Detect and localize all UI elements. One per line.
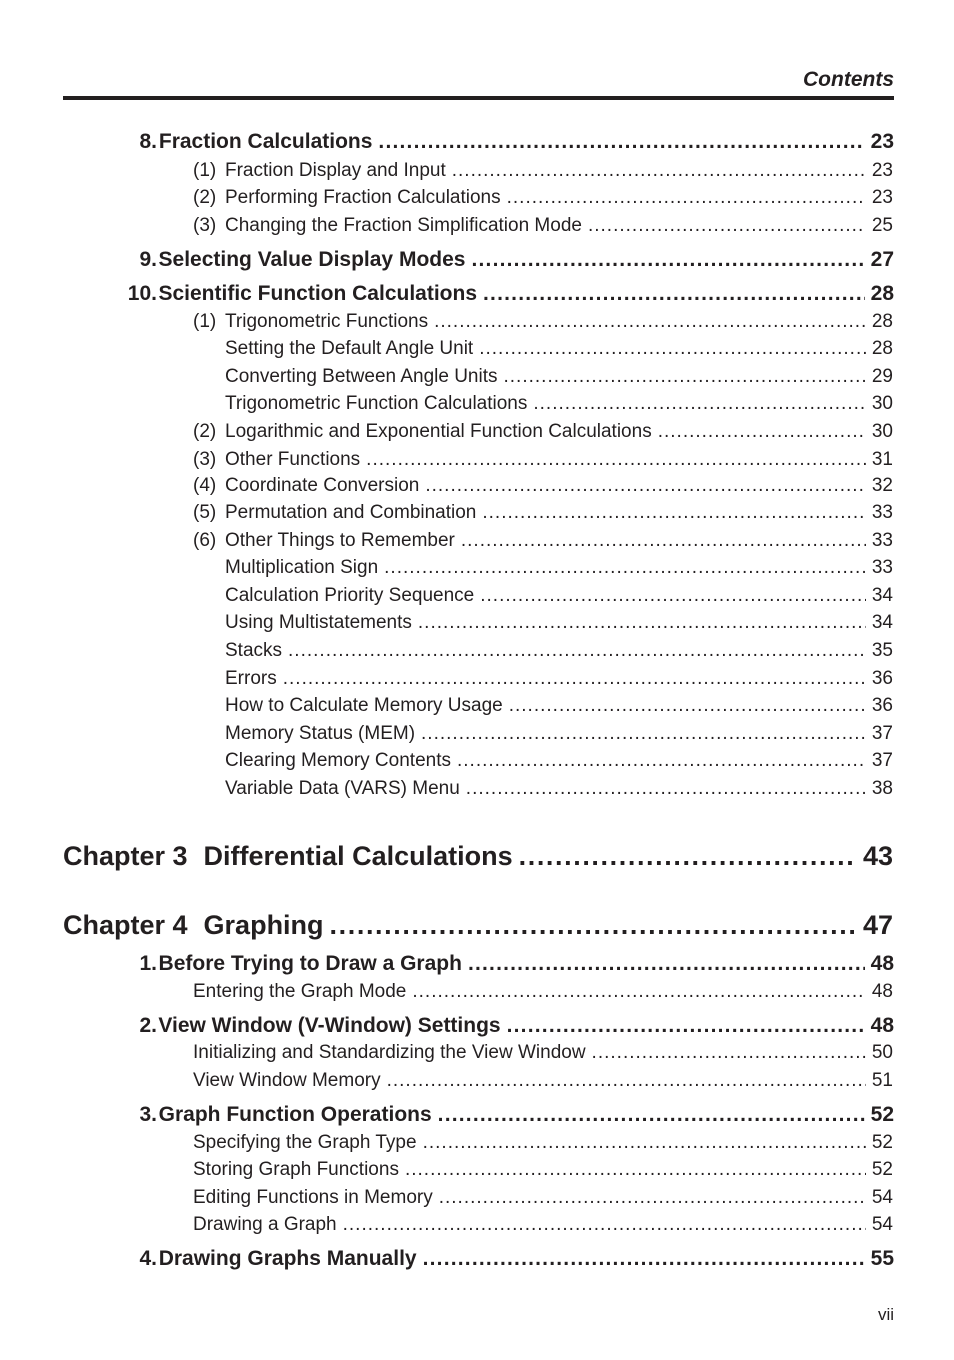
entry-page-number: 54 <box>871 1187 893 1208</box>
entry-page-number: 23 <box>871 187 893 208</box>
dot-leader <box>439 1188 866 1207</box>
chapter-number: Chapter 3 <box>63 841 188 871</box>
entry-title: View Window Memory <box>193 1070 381 1091</box>
entry-title: Selecting Value Display Modes <box>158 248 466 271</box>
dot-leader <box>480 586 866 605</box>
dot-leader <box>468 953 865 974</box>
entry-page-number: 23 <box>870 130 894 153</box>
entry-title: Before Trying to Draw a Graph <box>158 952 462 975</box>
entry-title: Stacks <box>225 640 283 661</box>
toc-chapter[interactable] <box>63 843 893 870</box>
toc-entry[interactable] <box>193 312 893 331</box>
dot-leader <box>283 669 866 688</box>
dot-leader <box>438 1104 865 1125</box>
entry-title: Other Things to Remember <box>225 530 455 551</box>
toc-section[interactable] <box>108 1104 894 1125</box>
dot-leader <box>366 450 866 469</box>
dot-leader <box>471 249 864 270</box>
entry-title: Trigonometric Functions <box>225 311 429 332</box>
toc-entry[interactable] <box>193 1215 893 1234</box>
toc-section[interactable] <box>108 131 894 152</box>
entry-page-number: 34 <box>871 612 893 633</box>
entry-number: (1) <box>193 160 217 181</box>
entry-title: Graph Function Operations <box>158 1103 432 1126</box>
entry-page-number: 23 <box>871 160 893 181</box>
entry-page-number: 36 <box>871 695 893 716</box>
dot-leader <box>509 696 866 715</box>
entry-title: Fraction Calculations <box>158 130 373 153</box>
entry-page-number: 30 <box>871 421 893 442</box>
entry-page-number: 48 <box>870 1014 894 1037</box>
toc-entry[interactable] <box>225 696 893 715</box>
running-header: Contents <box>803 68 894 91</box>
toc-entry[interactable] <box>225 613 893 632</box>
dot-leader <box>405 1160 866 1179</box>
entry-title: Clearing Memory Contents <box>225 750 451 771</box>
dot-leader <box>457 751 866 770</box>
dot-leader <box>592 1043 866 1062</box>
toc-entry[interactable] <box>193 1160 893 1179</box>
entry-page-number: 48 <box>871 981 893 1002</box>
dot-leader <box>434 312 866 331</box>
entry-title: View Window (V-Window) Settings <box>158 1014 501 1037</box>
toc-entry[interactable] <box>193 161 893 180</box>
entry-number: (4) <box>193 475 217 496</box>
entry-title: Coordinate Conversion <box>225 475 420 496</box>
toc-entry[interactable] <box>225 779 893 798</box>
entry-title: Setting the Default Angle Unit <box>225 338 474 359</box>
toc-entry[interactable] <box>193 422 893 441</box>
toc-entry[interactable] <box>225 724 893 743</box>
entry-page-number: 43 <box>862 841 893 871</box>
toc-entry[interactable] <box>225 339 893 358</box>
entry-page-number: 33 <box>871 502 893 523</box>
entry-page-number: 34 <box>871 585 893 606</box>
entry-page-number: 54 <box>871 1214 893 1235</box>
dot-leader <box>288 641 866 660</box>
entry-page-number: 31 <box>871 449 893 470</box>
dot-leader <box>533 394 865 413</box>
entry-page-number: 52 <box>870 1103 894 1126</box>
toc-entry[interactable] <box>193 188 893 207</box>
entry-page-number: 27 <box>870 248 894 271</box>
toc-entry[interactable] <box>193 1043 893 1062</box>
entry-title: Differential Calculations <box>203 841 513 871</box>
entry-title: Trigonometric Function Calculations <box>225 393 528 414</box>
dot-leader <box>507 1015 865 1036</box>
entry-title: Specifying the Graph Type <box>193 1132 417 1153</box>
entry-page-number: 33 <box>871 530 893 551</box>
dot-leader <box>384 558 866 577</box>
entry-number: (6) <box>193 530 217 551</box>
entry-number: 3. <box>139 1103 157 1126</box>
dot-leader <box>421 724 866 743</box>
entry-title: Drawing a Graph <box>193 1214 337 1235</box>
entry-page-number: 30 <box>871 393 893 414</box>
toc-entry[interactable] <box>193 476 893 495</box>
dot-leader <box>504 367 866 386</box>
toc-section[interactable] <box>108 1015 894 1036</box>
entry-title: Multiplication Sign <box>225 557 379 578</box>
toc-entry[interactable] <box>193 216 893 235</box>
entry-page-number: 50 <box>871 1042 893 1063</box>
entry-page-number: 28 <box>871 338 893 359</box>
entry-page-number: 52 <box>871 1159 893 1180</box>
entry-page-number: 29 <box>871 366 893 387</box>
entry-number: 1. <box>139 952 157 975</box>
toc-entry[interactable] <box>193 982 893 1001</box>
entry-title: Initializing and Standardizing the View Window <box>193 1042 586 1063</box>
entry-title: Performing Fraction Calculations <box>225 187 501 208</box>
entry-title: Fraction Display and Input <box>225 160 446 181</box>
entry-number: (3) <box>193 449 217 470</box>
toc-entry[interactable] <box>193 503 893 522</box>
chapter-number: Chapter 4 <box>63 910 188 940</box>
dot-leader <box>507 188 866 207</box>
entry-title: Permutation and Combination <box>225 502 477 523</box>
entry-page-number: 38 <box>871 778 893 799</box>
dot-leader <box>412 982 866 1001</box>
entry-page-number: 55 <box>870 1247 894 1270</box>
toc-section[interactable] <box>108 953 894 974</box>
toc-entry[interactable] <box>225 367 893 386</box>
entry-title: Errors <box>225 668 277 689</box>
toc-entry[interactable] <box>225 558 893 577</box>
entry-page-number: 25 <box>871 215 893 236</box>
toc-section[interactable] <box>108 1248 894 1269</box>
dot-leader <box>425 476 866 495</box>
toc-entry[interactable] <box>193 1071 893 1090</box>
entry-title: Logarithmic and Exponential Function Calculations <box>225 421 652 442</box>
toc-entry[interactable] <box>225 641 893 660</box>
entry-title: Entering the Graph Mode <box>193 981 407 1002</box>
entry-title: Changing the Fraction Simplification Mode <box>225 215 582 236</box>
dot-leader <box>378 131 864 152</box>
entry-title: Storing Graph Functions <box>193 1159 399 1180</box>
entry-number: 2. <box>139 1014 157 1037</box>
entry-page-number: 35 <box>871 640 893 661</box>
dot-leader <box>588 216 866 235</box>
toc-entry[interactable] <box>225 586 893 605</box>
entry-title: Calculation Priority Sequence <box>225 585 475 606</box>
entry-page-number: 28 <box>870 282 894 305</box>
dot-leader <box>658 422 866 441</box>
toc-entry[interactable] <box>193 1188 893 1207</box>
dot-leader <box>483 283 865 304</box>
page-number: vii <box>877 1305 894 1324</box>
entry-number: (2) <box>193 187 217 208</box>
entry-number: 9. <box>139 248 157 271</box>
entry-title: Memory Status (MEM) <box>225 723 416 744</box>
entry-title: Variable Data (VARS) Menu <box>225 778 460 799</box>
dot-leader <box>330 912 857 939</box>
dot-leader <box>387 1071 866 1090</box>
dot-leader <box>423 1248 865 1269</box>
entry-title: Drawing Graphs Manually <box>158 1247 417 1270</box>
entry-number: (1) <box>193 311 217 332</box>
toc-entry[interactable] <box>193 450 893 469</box>
entry-number: (2) <box>193 421 217 442</box>
toc-section[interactable] <box>108 283 894 304</box>
entry-title: Scientific Function Calculations <box>158 282 478 305</box>
entry-title: Other Functions <box>225 449 361 470</box>
entry-number: 8. <box>139 130 157 153</box>
toc-entry[interactable] <box>193 531 893 550</box>
entry-number: 4. <box>139 1247 157 1270</box>
entry-page-number: 52 <box>871 1132 893 1153</box>
entry-title: How to Calculate Memory Usage <box>225 695 503 716</box>
toc-entry[interactable] <box>225 669 893 688</box>
entry-page-number: 48 <box>870 952 894 975</box>
toc-section[interactable] <box>108 249 894 270</box>
entry-page-number: 36 <box>871 668 893 689</box>
entry-page-number: 33 <box>871 557 893 578</box>
dot-leader <box>461 531 866 550</box>
entry-page-number: 28 <box>871 311 893 332</box>
entry-page-number: 37 <box>871 723 893 744</box>
entry-page-number: 47 <box>862 910 893 940</box>
dot-leader <box>418 613 866 632</box>
entry-title: Editing Functions in Memory <box>193 1187 433 1208</box>
entry-title: Graphing <box>203 910 324 940</box>
dot-leader <box>452 161 866 180</box>
dot-leader <box>479 339 866 358</box>
entry-title: Using Multistatements <box>225 612 412 633</box>
dot-leader <box>482 503 865 522</box>
toc-entry[interactable] <box>225 394 893 413</box>
toc-entry[interactable] <box>225 751 893 770</box>
toc-entry[interactable] <box>193 1133 893 1152</box>
entry-title: Converting Between Angle Units <box>225 366 498 387</box>
dot-leader <box>466 779 866 798</box>
dot-leader <box>343 1215 866 1234</box>
dot-leader <box>519 843 857 870</box>
entry-number: (3) <box>193 215 217 236</box>
entry-page-number: 32 <box>871 475 893 496</box>
entry-page-number: 37 <box>871 750 893 771</box>
entry-number: 10. <box>127 282 157 305</box>
dot-leader <box>423 1133 866 1152</box>
entry-page-number: 51 <box>871 1070 893 1091</box>
toc-chapter[interactable] <box>63 912 893 939</box>
entry-number: (5) <box>193 502 217 523</box>
